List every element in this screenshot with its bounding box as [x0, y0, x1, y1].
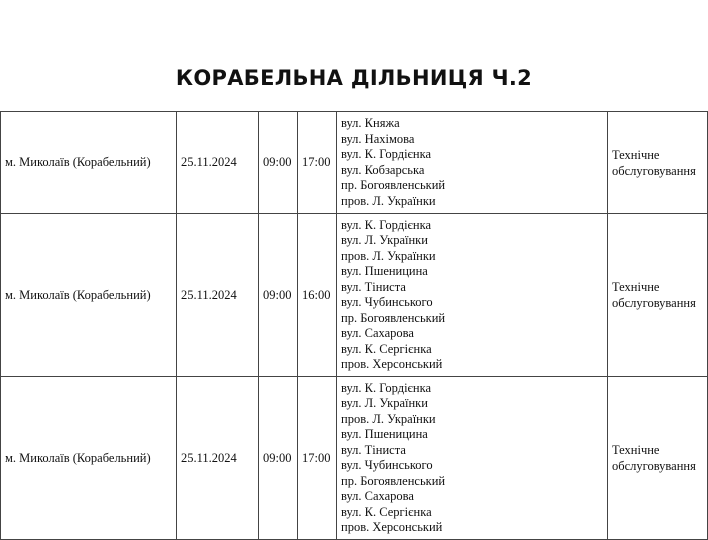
- street-item: вул. Сахарова: [341, 489, 414, 503]
- end-time-cell: 17:00: [298, 112, 337, 214]
- work-type-line: Технічне: [612, 443, 660, 457]
- street-item: вул. Тіниста: [341, 442, 406, 457]
- start-time-cell: 09:00: [259, 112, 298, 214]
- work-type-line: обслуговування: [612, 296, 696, 310]
- street-item: пров. Херсонський: [341, 357, 443, 371]
- street-item: вул. Нахімова: [341, 131, 415, 146]
- street-item: пров. Л. Українки: [341, 193, 436, 208]
- table-row: [1, 112, 708, 214]
- street-item: вул. Пшеницина: [341, 427, 428, 441]
- work-type-line: обслуговування: [612, 459, 696, 473]
- streets-cell: [337, 214, 608, 377]
- street-item: пров. Л. Українки: [341, 411, 436, 426]
- page-title: КОРАБЕЛЬНА ДІЛЬНИЦЯ Ч.2: [175, 66, 533, 90]
- date-cell: 25.11.2024: [177, 112, 259, 214]
- table-row: [1, 214, 708, 377]
- street-item: вул. Чубинського: [341, 458, 433, 472]
- end-time-cell: 17:00: [298, 377, 337, 540]
- street-item: вул. К. Сергієнка: [341, 341, 432, 356]
- work-type-cell: [608, 112, 708, 214]
- street-item: пров. Л. Українки: [341, 248, 436, 263]
- street-item: вул. Тіниста: [341, 279, 406, 294]
- street-item: пр. Богоявленський: [341, 310, 446, 325]
- street-item: вул. К. Гордієнка: [341, 147, 432, 161]
- street-item: вул. Л. Українки: [341, 396, 428, 410]
- work-type-cell: [608, 377, 708, 540]
- outage-schedule-table: [0, 111, 708, 540]
- date-cell: 25.11.2024: [177, 377, 259, 540]
- street-item: вул. К. Сергієнка: [341, 504, 432, 519]
- street-item: пр. Богоявленський: [341, 178, 446, 192]
- street-item: пр. Богоявленський: [341, 473, 446, 488]
- start-time-cell: 09:00: [259, 214, 298, 377]
- street-item: вул. Л. Українки: [341, 233, 428, 247]
- street-item: вул. К. Гордієнка: [341, 217, 432, 232]
- city-cell: м. Миколаїв (Корабельний): [1, 112, 177, 214]
- work-type-line: Технічне: [612, 147, 660, 162]
- streets-cell: [337, 377, 608, 540]
- end-time-cell: 16:00: [298, 214, 337, 377]
- street-item: пров. Херсонський: [341, 520, 443, 534]
- street-item: вул. Чубинського: [341, 295, 433, 309]
- street-item: вул. Пшеницина: [341, 264, 428, 278]
- street-item: вул. К. Гордієнка: [341, 380, 432, 395]
- street-item: вул. Кобзарська: [341, 162, 425, 177]
- city-cell: м. Миколаїв (Корабельний): [1, 214, 177, 377]
- street-item: вул. Сахарова: [341, 326, 414, 340]
- street-item: вул. Княжа: [341, 116, 400, 130]
- work-type-cell: [608, 214, 708, 377]
- city-cell: м. Миколаїв (Корабельний): [1, 377, 177, 540]
- streets-cell: [337, 112, 608, 214]
- date-cell: 25.11.2024: [177, 214, 259, 377]
- table-row: [1, 377, 708, 540]
- start-time-cell: 09:00: [259, 377, 298, 540]
- work-type-line: обслуговування: [612, 163, 696, 178]
- work-type-line: Технічне: [612, 280, 660, 294]
